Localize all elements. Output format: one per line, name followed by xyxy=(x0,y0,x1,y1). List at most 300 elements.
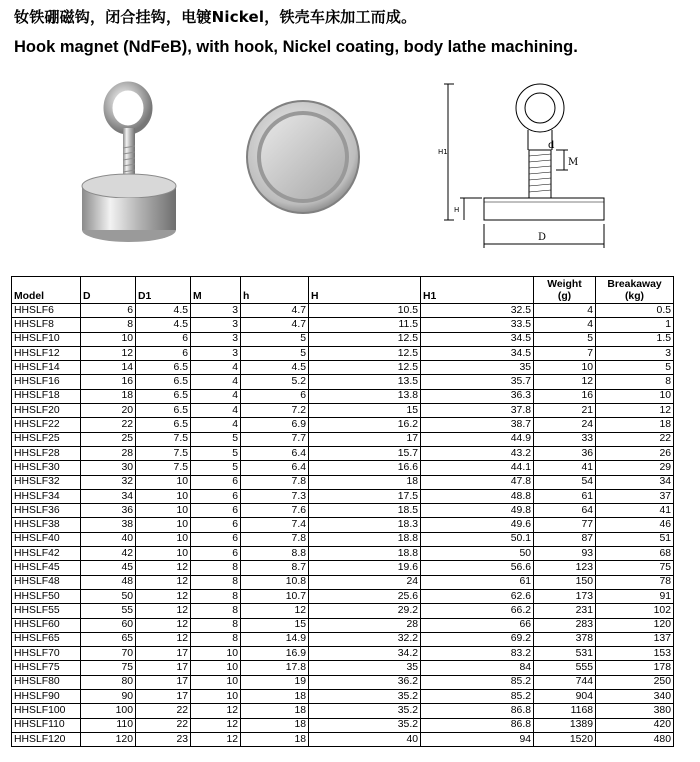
cell-model: HHSLF22 xyxy=(12,418,81,432)
cell-h: 14.9 xyxy=(241,632,309,646)
table-header-row xyxy=(12,277,674,304)
cell-h: 4.7 xyxy=(241,318,309,332)
cell-h1: 86.8 xyxy=(421,718,534,732)
cell-breakaway: 41 xyxy=(596,504,674,518)
cell-h: 18 xyxy=(241,704,309,718)
cell-h: 25.6 xyxy=(309,589,421,603)
table-row xyxy=(12,489,674,503)
table-row xyxy=(12,361,674,375)
cell-d: 25 xyxy=(81,432,136,446)
cell-h: 29.2 xyxy=(309,604,421,618)
cell-breakaway: 340 xyxy=(596,690,674,704)
cell-h1: 66 xyxy=(421,618,534,632)
weight-unit: (g) xyxy=(557,291,572,302)
cell-h: 12.5 xyxy=(309,361,421,375)
cell-d1: 10 xyxy=(136,504,191,518)
cell-h1: 34.5 xyxy=(421,332,534,346)
table-row xyxy=(12,618,674,632)
cell-weight: 87 xyxy=(534,532,596,546)
col-header-m: M xyxy=(191,277,241,304)
cell-d1: 22 xyxy=(136,718,191,732)
table-row xyxy=(12,318,674,332)
cell-d: 110 xyxy=(81,718,136,732)
cell-d1: 10 xyxy=(136,518,191,532)
cell-d1: 12 xyxy=(136,618,191,632)
cell-h: 34.2 xyxy=(309,647,421,661)
cell-h: 18 xyxy=(241,732,309,746)
drawing-label-h1: H1 xyxy=(438,148,448,156)
cell-h: 6.4 xyxy=(241,446,309,460)
cell-model: HHSLF110 xyxy=(12,718,81,732)
cell-weight: 150 xyxy=(534,575,596,589)
cell-model: HHSLF42 xyxy=(12,547,81,561)
cell-h1: 62.6 xyxy=(421,589,534,603)
cell-breakaway: 22 xyxy=(596,432,674,446)
cell-h1: 69.2 xyxy=(421,632,534,646)
drawing-label-h: H xyxy=(454,206,460,214)
cell-weight: 16 xyxy=(534,389,596,403)
table-row xyxy=(12,375,674,389)
cell-d1: 7.5 xyxy=(136,461,191,475)
cell-d: 18 xyxy=(81,389,136,403)
cell-model: HHSLF50 xyxy=(12,589,81,603)
cell-weight: 77 xyxy=(534,518,596,532)
cell-h: 17 xyxy=(309,432,421,446)
cell-m: 8 xyxy=(191,604,241,618)
cell-breakaway: 1.5 xyxy=(596,332,674,346)
cell-breakaway: 18 xyxy=(596,418,674,432)
cell-h1: 35.7 xyxy=(421,375,534,389)
cell-h: 18 xyxy=(241,718,309,732)
cell-breakaway: 3 xyxy=(596,346,674,360)
cell-model: HHSLF30 xyxy=(12,461,81,475)
cell-breakaway: 29 xyxy=(596,461,674,475)
cell-h: 15 xyxy=(241,618,309,632)
cell-m: 6 xyxy=(191,532,241,546)
cell-h: 7.2 xyxy=(241,404,309,418)
cell-m: 8 xyxy=(191,575,241,589)
table-row xyxy=(12,589,674,603)
table-row xyxy=(12,504,674,518)
spec-table xyxy=(11,276,674,747)
cell-d: 20 xyxy=(81,404,136,418)
cell-d1: 6.5 xyxy=(136,361,191,375)
cell-m: 8 xyxy=(191,632,241,646)
cell-d: 8 xyxy=(81,318,136,332)
cell-h1: 48.8 xyxy=(421,489,534,503)
cell-breakaway: 480 xyxy=(596,732,674,746)
cell-breakaway: 250 xyxy=(596,675,674,689)
cell-d: 65 xyxy=(81,632,136,646)
cell-model: HHSLF10 xyxy=(12,332,81,346)
cell-weight: 93 xyxy=(534,547,596,561)
cell-m: 4 xyxy=(191,418,241,432)
cell-h1: 83.2 xyxy=(421,647,534,661)
table-row xyxy=(12,704,674,718)
cell-d: 55 xyxy=(81,604,136,618)
cell-h: 6.4 xyxy=(241,461,309,475)
cell-h: 8.7 xyxy=(241,561,309,575)
drawing-label-m: M xyxy=(568,157,579,168)
cell-h: 13.8 xyxy=(309,389,421,403)
cell-model: HHSLF120 xyxy=(12,732,81,746)
table-row xyxy=(12,332,674,346)
cell-model: HHSLF80 xyxy=(12,675,81,689)
cell-model: HHSLF70 xyxy=(12,647,81,661)
cell-m: 4 xyxy=(191,404,241,418)
cell-d: 42 xyxy=(81,547,136,561)
cell-d: 40 xyxy=(81,532,136,546)
breakaway-unit: (kg) xyxy=(624,291,645,302)
cell-d1: 12 xyxy=(136,604,191,618)
cell-weight: 123 xyxy=(534,561,596,575)
table-row xyxy=(12,575,674,589)
cell-weight: 531 xyxy=(534,647,596,661)
cell-weight: 378 xyxy=(534,632,596,646)
cell-weight: 283 xyxy=(534,618,596,632)
cell-h: 18.3 xyxy=(309,518,421,532)
cell-breakaway: 10 xyxy=(596,389,674,403)
cell-d1: 17 xyxy=(136,690,191,704)
cell-weight: 1168 xyxy=(534,704,596,718)
cell-h: 24 xyxy=(309,575,421,589)
cell-h: 10.8 xyxy=(241,575,309,589)
cell-d: 45 xyxy=(81,561,136,575)
table-row xyxy=(12,690,674,704)
cell-d: 12 xyxy=(81,346,136,360)
table-row xyxy=(12,304,674,318)
cell-m: 4 xyxy=(191,361,241,375)
cell-weight: 4 xyxy=(534,304,596,318)
cell-breakaway: 37 xyxy=(596,489,674,503)
cell-d1: 6.5 xyxy=(136,404,191,418)
cell-m: 8 xyxy=(191,561,241,575)
cell-breakaway: 12 xyxy=(596,404,674,418)
table-row xyxy=(12,661,674,675)
cell-h: 5 xyxy=(241,346,309,360)
col-header-breakaway xyxy=(596,277,674,304)
cell-h: 35.2 xyxy=(309,690,421,704)
cell-m: 12 xyxy=(191,732,241,746)
cell-d1: 7.5 xyxy=(136,432,191,446)
cell-d: 50 xyxy=(81,589,136,603)
cell-h: 28 xyxy=(309,618,421,632)
cell-breakaway: 120 xyxy=(596,618,674,632)
cell-h: 10.7 xyxy=(241,589,309,603)
cell-d1: 10 xyxy=(136,532,191,546)
cell-d1: 10 xyxy=(136,475,191,489)
cell-d: 16 xyxy=(81,375,136,389)
cell-breakaway: 34 xyxy=(596,475,674,489)
cell-model: HHSLF40 xyxy=(12,532,81,546)
cell-weight: 231 xyxy=(534,604,596,618)
cell-h1: 49.6 xyxy=(421,518,534,532)
cell-h: 16.9 xyxy=(241,647,309,661)
cell-h: 35 xyxy=(309,661,421,675)
cell-h1: 33.5 xyxy=(421,318,534,332)
cell-h: 16.6 xyxy=(309,461,421,475)
cell-model: HHSLF45 xyxy=(12,561,81,575)
table-row xyxy=(12,718,674,732)
cell-weight: 33 xyxy=(534,432,596,446)
cell-weight: 36 xyxy=(534,446,596,460)
cell-d1: 6.5 xyxy=(136,418,191,432)
cell-h: 18.8 xyxy=(309,547,421,561)
col-header-H: H xyxy=(309,277,421,304)
cell-d1: 10 xyxy=(136,489,191,503)
cell-model: HHSLF36 xyxy=(12,504,81,518)
cell-m: 3 xyxy=(191,304,241,318)
cell-d1: 4.5 xyxy=(136,318,191,332)
cell-h1: 66.2 xyxy=(421,604,534,618)
cell-model: HHSLF12 xyxy=(12,346,81,360)
cell-d1: 6.5 xyxy=(136,389,191,403)
cell-h: 15.7 xyxy=(309,446,421,460)
cell-h: 11.5 xyxy=(309,318,421,332)
table-row xyxy=(12,346,674,360)
cell-weight: 555 xyxy=(534,661,596,675)
cell-m: 5 xyxy=(191,432,241,446)
cell-weight: 12 xyxy=(534,375,596,389)
table-row xyxy=(12,604,674,618)
cell-h: 7.7 xyxy=(241,432,309,446)
cell-h: 35.2 xyxy=(309,704,421,718)
drawing-label-d: d xyxy=(548,140,555,151)
drawing-label-D: D xyxy=(538,232,547,243)
cell-d1: 6 xyxy=(136,332,191,346)
cell-h: 18 xyxy=(241,690,309,704)
cell-weight: 24 xyxy=(534,418,596,432)
cell-model: HHSLF34 xyxy=(12,489,81,503)
cell-h1: 32.5 xyxy=(421,304,534,318)
cell-breakaway: 51 xyxy=(596,532,674,546)
cell-weight: 904 xyxy=(534,690,596,704)
cell-weight: 1520 xyxy=(534,732,596,746)
cell-d1: 23 xyxy=(136,732,191,746)
cell-model: HHSLF20 xyxy=(12,404,81,418)
cell-model: HHSLF65 xyxy=(12,632,81,646)
cell-model: HHSLF55 xyxy=(12,604,81,618)
col-header-d: D xyxy=(81,277,136,304)
cell-h1: 85.2 xyxy=(421,690,534,704)
cell-breakaway: 102 xyxy=(596,604,674,618)
cell-weight: 1389 xyxy=(534,718,596,732)
cell-m: 4 xyxy=(191,375,241,389)
cell-breakaway: 46 xyxy=(596,518,674,532)
table-row xyxy=(12,675,674,689)
cell-d: 22 xyxy=(81,418,136,432)
cell-d1: 17 xyxy=(136,675,191,689)
cell-h1: 35 xyxy=(421,361,534,375)
cell-h: 18.8 xyxy=(309,532,421,546)
cell-h: 7.3 xyxy=(241,489,309,503)
cell-h1: 94 xyxy=(421,732,534,746)
cell-h: 7.8 xyxy=(241,532,309,546)
table-row xyxy=(12,404,674,418)
cell-m: 3 xyxy=(191,332,241,346)
cell-h: 40 xyxy=(309,732,421,746)
technical-drawing xyxy=(428,78,636,258)
table-row xyxy=(12,547,674,561)
cell-m: 10 xyxy=(191,690,241,704)
cell-h: 12.5 xyxy=(309,332,421,346)
cell-h1: 44.1 xyxy=(421,461,534,475)
cell-m: 10 xyxy=(191,647,241,661)
cell-h1: 37.8 xyxy=(421,404,534,418)
cell-h1: 56.6 xyxy=(421,561,534,575)
table-row xyxy=(12,532,674,546)
cell-h: 18.5 xyxy=(309,504,421,518)
cell-h: 6.9 xyxy=(241,418,309,432)
cell-d: 48 xyxy=(81,575,136,589)
cell-h: 4.5 xyxy=(241,361,309,375)
cell-model: HHSLF18 xyxy=(12,389,81,403)
cell-h: 7.6 xyxy=(241,504,309,518)
cell-d1: 7.5 xyxy=(136,446,191,460)
cell-weight: 21 xyxy=(534,404,596,418)
cell-d: 34 xyxy=(81,489,136,503)
cell-d: 100 xyxy=(81,704,136,718)
cell-breakaway: 8 xyxy=(596,375,674,389)
cell-h: 17.8 xyxy=(241,661,309,675)
cell-d: 30 xyxy=(81,461,136,475)
cell-m: 3 xyxy=(191,318,241,332)
cell-h1: 36.3 xyxy=(421,389,534,403)
cell-model: HHSLF100 xyxy=(12,704,81,718)
cell-weight: 173 xyxy=(534,589,596,603)
cell-m: 6 xyxy=(191,489,241,503)
cell-d1: 6.5 xyxy=(136,375,191,389)
cell-h: 7.8 xyxy=(241,475,309,489)
table-row xyxy=(12,647,674,661)
title-chinese: 钕铁硼磁钩，闭合挂钩，电镀Nickel，铁壳车床加工而成。 xyxy=(14,8,417,26)
table-row xyxy=(12,418,674,432)
cell-m: 4 xyxy=(191,389,241,403)
cell-breakaway: 153 xyxy=(596,647,674,661)
cell-h: 4.7 xyxy=(241,304,309,318)
cell-m: 12 xyxy=(191,718,241,732)
cell-d1: 6 xyxy=(136,346,191,360)
cell-d: 120 xyxy=(81,732,136,746)
cell-h: 7.4 xyxy=(241,518,309,532)
cell-d: 80 xyxy=(81,675,136,689)
cell-d1: 12 xyxy=(136,632,191,646)
cell-h: 19.6 xyxy=(309,561,421,575)
col-header-model: Model xyxy=(12,277,81,304)
cell-d: 6 xyxy=(81,304,136,318)
cell-breakaway: 0.5 xyxy=(596,304,674,318)
cell-d1: 10 xyxy=(136,547,191,561)
title-english: Hook magnet (NdFeB), with hook, Nickel coating, body lathe machining. xyxy=(14,38,578,56)
table-row xyxy=(12,518,674,532)
cell-m: 3 xyxy=(191,346,241,360)
cell-breakaway: 5 xyxy=(596,361,674,375)
cell-h1: 34.5 xyxy=(421,346,534,360)
col-header-weight xyxy=(534,277,596,304)
cell-h: 8.8 xyxy=(241,547,309,561)
cell-model: HHSLF6 xyxy=(12,304,81,318)
weight-label: Weight xyxy=(547,279,582,290)
cell-h1: 86.8 xyxy=(421,704,534,718)
cell-weight: 10 xyxy=(534,361,596,375)
cell-h: 18 xyxy=(309,475,421,489)
cell-m: 12 xyxy=(191,704,241,718)
cell-h1: 50 xyxy=(421,547,534,561)
cell-h1: 44.9 xyxy=(421,432,534,446)
cell-h: 12 xyxy=(241,604,309,618)
table-row xyxy=(12,732,674,746)
cell-h: 16.2 xyxy=(309,418,421,432)
cell-breakaway: 380 xyxy=(596,704,674,718)
cell-weight: 744 xyxy=(534,675,596,689)
cell-m: 6 xyxy=(191,475,241,489)
cell-m: 5 xyxy=(191,461,241,475)
cell-h: 35.2 xyxy=(309,718,421,732)
cell-h: 32.2 xyxy=(309,632,421,646)
cell-model: HHSLF38 xyxy=(12,518,81,532)
cell-model: HHSLF14 xyxy=(12,361,81,375)
col-header-d1: D1 xyxy=(136,277,191,304)
col-header-H1: H1 xyxy=(421,277,534,304)
cell-model: HHSLF90 xyxy=(12,690,81,704)
cell-h: 10.5 xyxy=(309,304,421,318)
cell-d: 70 xyxy=(81,647,136,661)
table-row xyxy=(12,446,674,460)
cell-h1: 61 xyxy=(421,575,534,589)
cell-d: 14 xyxy=(81,361,136,375)
table-row xyxy=(12,389,674,403)
cell-h1: 49.8 xyxy=(421,504,534,518)
cell-weight: 54 xyxy=(534,475,596,489)
col-header-h: h xyxy=(241,277,309,304)
cell-model: HHSLF8 xyxy=(12,318,81,332)
cell-m: 6 xyxy=(191,504,241,518)
cell-weight: 4 xyxy=(534,318,596,332)
cell-breakaway: 68 xyxy=(596,547,674,561)
cell-m: 6 xyxy=(191,518,241,532)
table-row xyxy=(12,461,674,475)
cell-d1: 12 xyxy=(136,575,191,589)
cell-model: HHSLF75 xyxy=(12,661,81,675)
cell-d: 36 xyxy=(81,504,136,518)
cell-model: HHSLF16 xyxy=(12,375,81,389)
cell-h1: 50.1 xyxy=(421,532,534,546)
cell-d1: 17 xyxy=(136,647,191,661)
cell-h: 17.5 xyxy=(309,489,421,503)
cell-m: 8 xyxy=(191,618,241,632)
cell-h1: 47.8 xyxy=(421,475,534,489)
cell-d: 32 xyxy=(81,475,136,489)
cell-d: 60 xyxy=(81,618,136,632)
cell-breakaway: 75 xyxy=(596,561,674,575)
cell-model: HHSLF28 xyxy=(12,446,81,460)
cell-d: 90 xyxy=(81,690,136,704)
cell-breakaway: 78 xyxy=(596,575,674,589)
cell-m: 5 xyxy=(191,446,241,460)
cell-model: HHSLF48 xyxy=(12,575,81,589)
cell-breakaway: 178 xyxy=(596,661,674,675)
cell-d: 38 xyxy=(81,518,136,532)
cell-h: 12.5 xyxy=(309,346,421,360)
breakaway-label: Breakaway xyxy=(607,279,662,290)
table-row xyxy=(12,475,674,489)
magnet-bottom-photo xyxy=(244,98,362,216)
cell-h1: 84 xyxy=(421,661,534,675)
cell-h: 6 xyxy=(241,389,309,403)
cell-m: 10 xyxy=(191,661,241,675)
cell-d1: 12 xyxy=(136,561,191,575)
cell-h: 5.2 xyxy=(241,375,309,389)
